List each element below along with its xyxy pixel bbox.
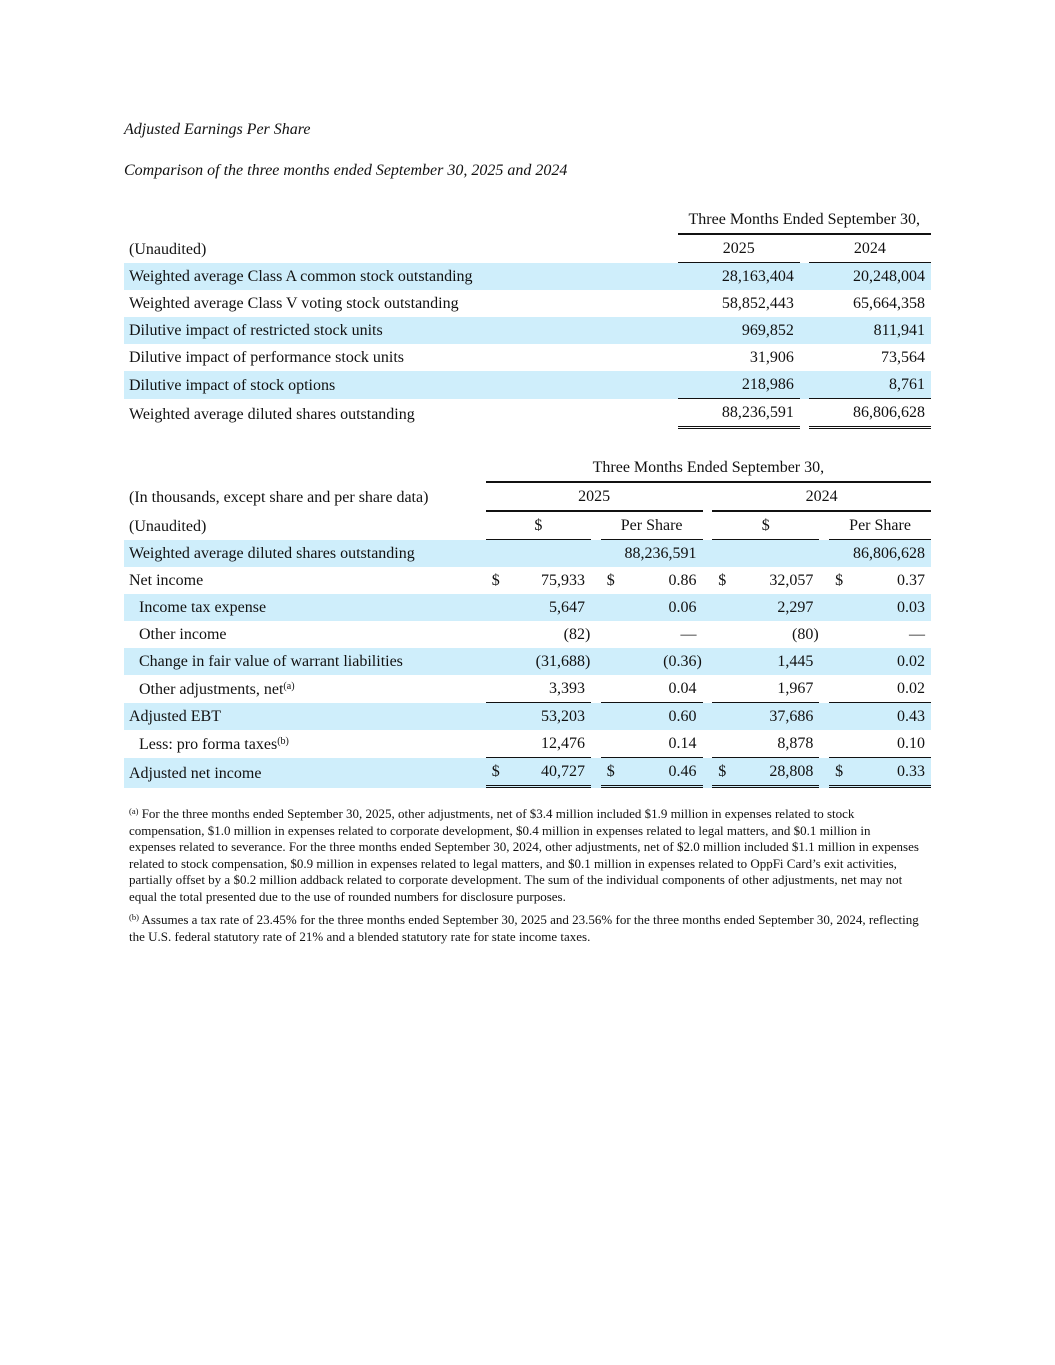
row-label: Dilutive impact of stock options [124, 371, 601, 399]
value-2024: 73,564 [881, 349, 925, 366]
table-row [124, 263, 931, 290]
table-row [124, 371, 931, 399]
amount-2024: 2,297 [730, 594, 819, 621]
row-header: (Unaudited) [129, 517, 207, 535]
footnote-a [129, 806, 919, 905]
table-row [124, 567, 931, 594]
amount-2024: 1,967 [730, 675, 819, 703]
shares-2025: 88,236,591 [619, 540, 703, 567]
footnote-b [129, 912, 919, 945]
per-share-2024: 0.10 [847, 730, 931, 758]
per-share-2024: 0.37 [897, 572, 925, 589]
year-header: 2025 [486, 483, 703, 512]
per-share-2024: 0.33 [847, 758, 931, 788]
year-header: 2025 [678, 235, 800, 263]
period-header: Three Months Ended September 30, [486, 454, 931, 483]
share-count-table [124, 206, 931, 429]
currency-symbol: $ [601, 758, 619, 788]
amount-2025: (82 [563, 626, 585, 643]
currency-symbol: $ [491, 572, 500, 589]
value-2024: 8,761 [809, 371, 931, 399]
shares-2024: 86,806,628 [847, 540, 931, 567]
row-label: Weighted average Class V voting stock outstanding [129, 295, 459, 312]
per-share-2024: 0.02 [847, 675, 931, 703]
amount-2025: 75,933 [540, 572, 585, 589]
adjusted-eps-table [124, 454, 931, 788]
amount-2024: 32,057 [769, 572, 814, 589]
per-share-2024: 0.03 [847, 594, 931, 621]
table-row [124, 703, 931, 730]
table-row [124, 758, 931, 788]
section-subtitle: Comparison of the three months ended September 30, 2025 and 2024 [124, 162, 568, 179]
amount-2025: 53,203 [504, 703, 591, 730]
per-share-2024: — [909, 626, 925, 643]
per-share-2024: 0.43 [847, 703, 931, 730]
footnote-text: Assumes a tax rate of 23.45% for the three months ended September 30, 2025 and 23.56% for the three months ended September 30, 2024, reflecting the U.S. federal statutory rate of 21% and a blended statutory rate for state income taxes. [129, 912, 919, 944]
row-label: Less: pro forma taxes$^{(b)}$ [139, 735, 289, 753]
row-label: Net income [129, 572, 204, 589]
table-row: Other income (82) — (80) — [124, 621, 931, 648]
value-2025: 31,906 [749, 349, 794, 366]
value-2025: 58,852,443 [721, 295, 794, 312]
currency-symbol: $ [486, 758, 504, 788]
row-label: Dilutive impact of performance stock units [129, 349, 405, 366]
footnote-marker: (a) [283, 680, 295, 692]
table-row [124, 399, 931, 429]
table-row [124, 290, 931, 317]
amount-2024: (80 [792, 626, 814, 643]
period-header: Three Months Ended September 30, [678, 206, 931, 235]
currency-symbol: $ [606, 572, 615, 589]
currency-symbol: $ [712, 758, 730, 788]
row-label: Other income [139, 626, 227, 643]
amount-2025: 40,727 [504, 758, 591, 788]
col-per-share-header: Per Share [829, 512, 931, 540]
row-label: Dilutive impact of restricted stock units [124, 317, 601, 344]
currency-symbol: $ [718, 572, 727, 589]
col-dollar-header: $ [712, 512, 819, 540]
value-2025: 969,852 [678, 317, 800, 344]
value-2024: 811,941 [809, 317, 931, 344]
table-row [124, 317, 931, 344]
amount-2025: 3,393 [504, 675, 591, 703]
row-label: Adjusted net income [124, 758, 486, 788]
table-row [124, 675, 931, 703]
amount-2025: 5,647 [504, 594, 591, 621]
row-label: Other adjustments, net$^{(a)}$ [139, 680, 295, 698]
row-label: Adjusted EBT [124, 703, 486, 730]
section-title: Adjusted Earnings Per Share [124, 121, 311, 138]
row-label: Income tax expense [124, 594, 486, 621]
year-header: 2024 [712, 483, 931, 512]
table-row [124, 540, 931, 567]
amount-2024: 37,686 [730, 703, 819, 730]
table-row [124, 344, 931, 371]
per-share-2025: 0.14 [619, 730, 703, 758]
value-2024: 20,248,004 [809, 263, 931, 290]
row-header: (Unaudited) [129, 240, 207, 258]
value-2024: 86,806,628 [809, 399, 931, 429]
per-share-2025: 0.06 [619, 594, 703, 621]
per-share-2025: (0.36 [663, 653, 697, 670]
value-2025: 88,236,591 [678, 399, 800, 429]
currency-symbol: $ [835, 572, 844, 589]
row-label: Weighted average Class A common stock outstanding [124, 263, 601, 290]
per-share-2025: 0.04 [619, 675, 703, 703]
amount-2024: 8,878 [730, 730, 819, 758]
amount-2025: (31,688 [535, 653, 585, 670]
footnote-marker: (a) [129, 806, 139, 816]
value-2025: 28,163,404 [678, 263, 800, 290]
table-row [124, 730, 931, 758]
per-share-2025: 0.46 [619, 758, 703, 788]
amount-2024: 28,808 [730, 758, 819, 788]
amount-2025: 12,476 [504, 730, 591, 758]
row-label: Change in fair value of warrant liabilities [124, 648, 486, 675]
amount-2024: 1,445 [730, 648, 819, 675]
row-label: Weighted average diluted shares outstanding [124, 540, 486, 567]
col-dollar-header: $ [486, 512, 591, 540]
footnote-marker: (b) [277, 735, 289, 747]
value-2025: 218,986 [678, 371, 800, 399]
footnote-text: For the three months ended September 30, 2025, other adjustments, net of $3.4 million included $1.9 million in expenses related to stock compensation, $1.0 million in expenses related to corporate development, $0.4 million in expenses related to legal matters, and $0.1 million in expenses related to severance. For the three months ended September 30, 2024, other adjustments, net of $2.0 million included $1.1 million in expenses related to stock compensation, $0.9 million in expenses related to legal matters, and $0.1 million in expenses related to OppFi Card’s exit activities, partially offset by a $0.2 million addback related to corporate development. The sum of the individual components of other adjustments, net may not equal the total presented due to the use of rounded numbers for disclosure purposes. [129, 806, 919, 904]
col-per-share-header: Per Share [601, 512, 703, 540]
per-share-2025: 0.60 [619, 703, 703, 730]
year-header: 2024 [809, 235, 931, 263]
value-2024: 65,664,358 [853, 295, 925, 312]
units-header: (In thousands, except share and per share data) [129, 489, 429, 506]
per-share-2025: 0.86 [668, 572, 697, 589]
per-share-2024: 0.02 [847, 648, 931, 675]
table-row [124, 594, 931, 621]
row-label: Weighted average diluted shares outstanding [129, 405, 415, 423]
currency-symbol: $ [829, 758, 847, 788]
table-row: Change in fair value of warrant liabilities (31,688) (0.36) 1,445 0.02 [124, 648, 931, 675]
footnote-marker: (b) [129, 912, 139, 922]
per-share-2025: — [680, 626, 697, 643]
